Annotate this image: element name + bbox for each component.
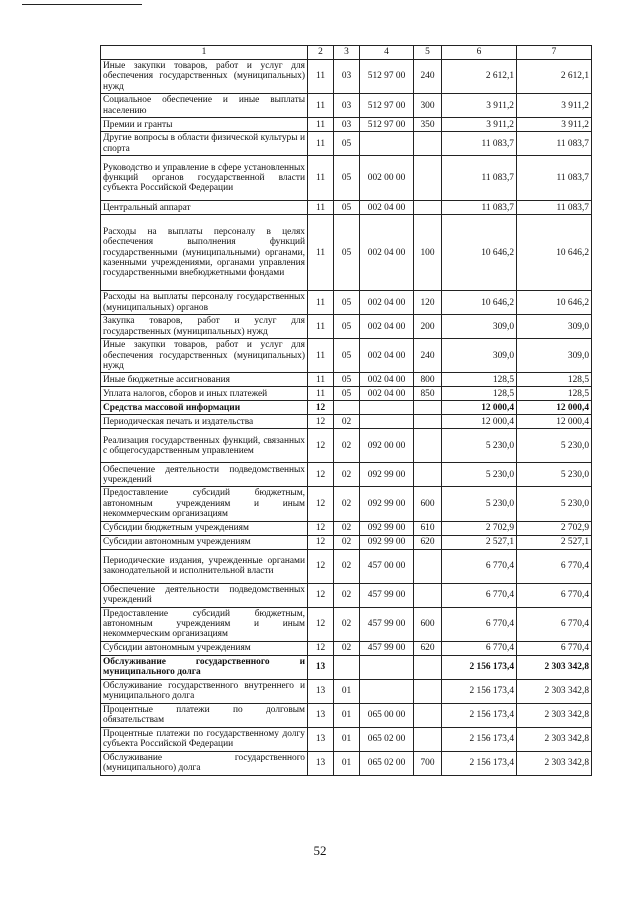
row-name-cell: Иные закупки товаров, работ и услуг для обеспечения государственных (муниципальных) нужд: [101, 60, 308, 94]
section-cell: 11: [308, 118, 334, 132]
amount-year1-cell: 3 911,2: [442, 118, 517, 132]
expense-type-cell: 240: [414, 339, 442, 373]
amount-year2-cell: 2 303 342,8: [517, 703, 592, 727]
section-cell: 12: [308, 535, 334, 549]
table-row: [101, 94, 592, 118]
section-cell: 13: [308, 703, 334, 727]
expense-type-cell: 850: [414, 387, 442, 401]
table-row: [101, 703, 592, 727]
section-cell: 13: [308, 655, 334, 679]
row-name-cell: Обеспечение деятельности подведомственных учреждений: [101, 583, 308, 607]
amount-year1-cell: 5 230,0: [442, 463, 517, 487]
subsection-cell: 02: [334, 429, 360, 463]
amount-year2-cell: 309,0: [517, 315, 592, 339]
amount-year2-cell: 309,0: [517, 339, 592, 373]
amount-year2-cell: 6 770,4: [517, 641, 592, 655]
column-header: 6: [442, 46, 517, 60]
table-row: [101, 535, 592, 549]
row-name-cell: Иные закупки товаров, работ и услуг для обеспечения государственных (муниципальных) нужд: [101, 339, 308, 373]
subsection-cell: 05: [334, 156, 360, 201]
subsection-cell: 05: [334, 215, 360, 291]
table-row: [101, 339, 592, 373]
section-cell: 12: [308, 429, 334, 463]
subsection-cell: 02: [334, 583, 360, 607]
row-name-cell: Обслуживание государственного и муниципального долга: [101, 655, 308, 679]
column-header: 1: [101, 46, 308, 60]
table-row: [101, 487, 592, 521]
target-article-cell: [360, 679, 414, 703]
subsection-cell: 01: [334, 751, 360, 775]
expense-type-cell: [414, 463, 442, 487]
amount-year2-cell: 5 230,0: [517, 429, 592, 463]
section-cell: 12: [308, 607, 334, 641]
table-row: [101, 679, 592, 703]
table-row: [101, 549, 592, 583]
subsection-cell: 02: [334, 641, 360, 655]
amount-year1-cell: 2 156 173,4: [442, 679, 517, 703]
row-name-cell: Расходы на выплаты персоналу государственных (муниципальных) органов: [101, 291, 308, 315]
subsection-cell: 05: [334, 373, 360, 387]
subsection-cell: 03: [334, 94, 360, 118]
table-row: [101, 429, 592, 463]
table-row: [101, 463, 592, 487]
target-article-cell: [360, 415, 414, 429]
amount-year1-cell: 12 000,4: [442, 415, 517, 429]
amount-year1-cell: 6 770,4: [442, 583, 517, 607]
row-name-cell: Социальное обеспечение и иные выплаты населению: [101, 94, 308, 118]
table-row: [101, 655, 592, 679]
table-row: [101, 641, 592, 655]
target-article-cell: 002 04 00: [360, 291, 414, 315]
amount-year1-cell: 2 527,1: [442, 535, 517, 549]
target-article-cell: 092 99 00: [360, 535, 414, 549]
subsection-cell: 05: [334, 387, 360, 401]
amount-year1-cell: 5 230,0: [442, 429, 517, 463]
target-article-cell: 065 02 00: [360, 727, 414, 751]
amount-year1-cell: 10 646,2: [442, 291, 517, 315]
row-name-cell: Уплата налогов, сборов и иных платежей: [101, 387, 308, 401]
amount-year1-cell: 2 156 173,4: [442, 655, 517, 679]
amount-year2-cell: 128,5: [517, 387, 592, 401]
expense-type-cell: 700: [414, 751, 442, 775]
subsection-cell: 03: [334, 118, 360, 132]
row-name-cell: Премии и гранты: [101, 118, 308, 132]
subsection-cell: 01: [334, 727, 360, 751]
section-cell: 13: [308, 751, 334, 775]
target-article-cell: 002 04 00: [360, 215, 414, 291]
amount-year2-cell: 12 000,4: [517, 415, 592, 429]
expense-type-cell: [414, 655, 442, 679]
target-article-cell: 065 02 00: [360, 751, 414, 775]
amount-year1-cell: 2 702,9: [442, 521, 517, 535]
amount-year1-cell: 11 083,7: [442, 132, 517, 156]
table-row: [101, 201, 592, 215]
column-header: 7: [517, 46, 592, 60]
target-article-cell: 002 04 00: [360, 201, 414, 215]
expense-type-cell: [414, 583, 442, 607]
expense-type-cell: 300: [414, 94, 442, 118]
amount-year2-cell: 11 083,7: [517, 201, 592, 215]
table-row: [101, 373, 592, 387]
subsection-cell: 01: [334, 703, 360, 727]
expense-type-cell: 800: [414, 373, 442, 387]
amount-year2-cell: 3 911,2: [517, 94, 592, 118]
amount-year2-cell: 11 083,7: [517, 132, 592, 156]
table-row: [101, 607, 592, 641]
table-row: [101, 401, 592, 415]
subsection-cell: 03: [334, 60, 360, 94]
expense-type-cell: [414, 201, 442, 215]
page-number: 52: [313, 843, 327, 858]
row-name-cell: Руководство и управление в сфере установленных функций органов государственной власти субъекта Российской Федерации: [101, 156, 308, 201]
target-article-cell: 457 99 00: [360, 583, 414, 607]
table-row: [101, 415, 592, 429]
column-header: 3: [334, 46, 360, 60]
table-row: [101, 521, 592, 535]
row-name-cell: Иные бюджетные ассигнования: [101, 373, 308, 387]
expense-type-cell: [414, 727, 442, 751]
target-article-cell: 457 99 00: [360, 607, 414, 641]
amount-year1-cell: 128,5: [442, 373, 517, 387]
amount-year1-cell: 3 911,2: [442, 94, 517, 118]
target-article-cell: [360, 401, 414, 415]
amount-year2-cell: 5 230,0: [517, 463, 592, 487]
amount-year1-cell: 11 083,7: [442, 156, 517, 201]
amount-year1-cell: 309,0: [442, 339, 517, 373]
expense-type-cell: [414, 549, 442, 583]
section-cell: 13: [308, 679, 334, 703]
subsection-cell: 02: [334, 535, 360, 549]
amount-year1-cell: 2 156 173,4: [442, 751, 517, 775]
amount-year2-cell: 2 527,1: [517, 535, 592, 549]
section-cell: 12: [308, 415, 334, 429]
amount-year1-cell: 6 770,4: [442, 641, 517, 655]
amount-year2-cell: 3 911,2: [517, 118, 592, 132]
amount-year1-cell: 10 646,2: [442, 215, 517, 291]
table-row: [101, 583, 592, 607]
target-article-cell: 092 99 00: [360, 463, 414, 487]
subsection-cell: [334, 655, 360, 679]
subsection-cell: 05: [334, 315, 360, 339]
amount-year2-cell: 2 612,1: [517, 60, 592, 94]
expense-type-cell: [414, 415, 442, 429]
row-name-cell: Периодическая печать и издательства: [101, 415, 308, 429]
amount-year1-cell: 12 000,4: [442, 401, 517, 415]
target-article-cell: 002 04 00: [360, 315, 414, 339]
section-cell: 11: [308, 215, 334, 291]
expense-type-cell: [414, 429, 442, 463]
target-article-cell: [360, 655, 414, 679]
target-article-cell: 457 99 00: [360, 641, 414, 655]
row-name-cell: Реализация государственных функций, связанных с общегосударственным управлением: [101, 429, 308, 463]
amount-year2-cell: 6 770,4: [517, 583, 592, 607]
column-header: 2: [308, 46, 334, 60]
row-name-cell: Обслуживание государственного внутреннего и муниципального долга: [101, 679, 308, 703]
amount-year2-cell: 2 303 342,8: [517, 727, 592, 751]
row-name-cell: Закупка товаров, работ и услуг для государственных (муниципальных) нужд: [101, 315, 308, 339]
amount-year2-cell: 128,5: [517, 373, 592, 387]
target-article-cell: [360, 132, 414, 156]
amount-year2-cell: 11 083,7: [517, 156, 592, 201]
table-header-row: [101, 46, 592, 60]
budget-table: [100, 45, 592, 776]
amount-year2-cell: 10 646,2: [517, 291, 592, 315]
row-name-cell: Процентные платежи по государственному долгу субъекта Российской Федерации: [101, 727, 308, 751]
row-name-cell: Центральный аппарат: [101, 201, 308, 215]
row-name-cell: Обслуживание государственного (муниципального) долга: [101, 751, 308, 775]
amount-year2-cell: 12 000,4: [517, 401, 592, 415]
row-name-cell: Предоставление субсидий бюджетным, автономным учреждениям и иным некоммерческим организациям: [101, 607, 308, 641]
subsection-cell: [334, 401, 360, 415]
table-row: [101, 132, 592, 156]
amount-year1-cell: 2 156 173,4: [442, 727, 517, 751]
section-cell: 11: [308, 156, 334, 201]
subsection-cell: 02: [334, 549, 360, 583]
section-cell: 12: [308, 641, 334, 655]
column-header: 5: [414, 46, 442, 60]
row-name-cell: Обеспечение деятельности подведомственных учреждений: [101, 463, 308, 487]
section-cell: 12: [308, 463, 334, 487]
section-cell: 11: [308, 373, 334, 387]
target-article-cell: 092 00 00: [360, 429, 414, 463]
section-cell: 12: [308, 401, 334, 415]
subsection-cell: 02: [334, 607, 360, 641]
amount-year2-cell: 5 230,0: [517, 487, 592, 521]
expense-type-cell: 100: [414, 215, 442, 291]
row-name-cell: Расходы на выплаты персоналу в целях обеспечения выполнения функций государственными (муниципальными) органами, казенными учреждениями, органами управления государственными внебюджетными фондами: [101, 215, 308, 291]
table-row: [101, 156, 592, 201]
section-cell: 11: [308, 339, 334, 373]
amount-year2-cell: 6 770,4: [517, 549, 592, 583]
target-article-cell: 512 97 00: [360, 94, 414, 118]
section-cell: 11: [308, 315, 334, 339]
expense-type-cell: 620: [414, 641, 442, 655]
amount-year1-cell: 2 612,1: [442, 60, 517, 94]
column-header: 4: [360, 46, 414, 60]
amount-year1-cell: 128,5: [442, 387, 517, 401]
section-cell: 12: [308, 521, 334, 535]
expense-type-cell: 600: [414, 607, 442, 641]
table-row: [101, 751, 592, 775]
expense-type-cell: [414, 156, 442, 201]
target-article-cell: 092 99 00: [360, 521, 414, 535]
row-name-cell: Периодические издания, учрежденные органами законодательной и исполнительной власти: [101, 549, 308, 583]
expense-type-cell: 240: [414, 60, 442, 94]
expense-type-cell: 120: [414, 291, 442, 315]
subsection-cell: 02: [334, 415, 360, 429]
target-article-cell: 065 00 00: [360, 703, 414, 727]
amount-year2-cell: 2 303 342,8: [517, 679, 592, 703]
table-row: [101, 387, 592, 401]
section-cell: 11: [308, 60, 334, 94]
expense-type-cell: 600: [414, 487, 442, 521]
subsection-cell: 05: [334, 132, 360, 156]
subsection-cell: 02: [334, 521, 360, 535]
section-cell: 13: [308, 727, 334, 751]
section-cell: 12: [308, 549, 334, 583]
table-row: [101, 291, 592, 315]
row-name-cell: Предоставление субсидий бюджетным, автономным учреждениям и иным некоммерческим организациям: [101, 487, 308, 521]
table-row: [101, 118, 592, 132]
section-cell: 11: [308, 387, 334, 401]
target-article-cell: 512 97 00: [360, 118, 414, 132]
target-article-cell: 002 04 00: [360, 339, 414, 373]
section-cell: 11: [308, 132, 334, 156]
row-name-cell: Субсидии автономным учреждениям: [101, 535, 308, 549]
section-cell: 11: [308, 94, 334, 118]
amount-year2-cell: 2 303 342,8: [517, 751, 592, 775]
subsection-cell: 05: [334, 201, 360, 215]
section-cell: 11: [308, 291, 334, 315]
amount-year2-cell: 2 702,9: [517, 521, 592, 535]
amount-year1-cell: 6 770,4: [442, 549, 517, 583]
amount-year1-cell: 6 770,4: [442, 607, 517, 641]
row-name-cell: Средства массовой информации: [101, 401, 308, 415]
amount-year1-cell: 11 083,7: [442, 201, 517, 215]
expense-type-cell: [414, 703, 442, 727]
subsection-cell: 05: [334, 291, 360, 315]
subsection-cell: 01: [334, 679, 360, 703]
target-article-cell: 092 99 00: [360, 487, 414, 521]
row-name-cell: Другие вопросы в области физической культуры и спорта: [101, 132, 308, 156]
expense-type-cell: [414, 132, 442, 156]
amount-year2-cell: 10 646,2: [517, 215, 592, 291]
table-row: [101, 727, 592, 751]
amount-year1-cell: 309,0: [442, 315, 517, 339]
expense-type-cell: 200: [414, 315, 442, 339]
section-cell: 12: [308, 487, 334, 521]
target-article-cell: 512 97 00: [360, 60, 414, 94]
subsection-cell: 02: [334, 463, 360, 487]
expense-type-cell: 610: [414, 521, 442, 535]
subsection-cell: 05: [334, 339, 360, 373]
amount-year2-cell: 2 303 342,8: [517, 655, 592, 679]
target-article-cell: 002 04 00: [360, 373, 414, 387]
expense-type-cell: [414, 401, 442, 415]
amount-year2-cell: 6 770,4: [517, 607, 592, 641]
target-article-cell: 002 04 00: [360, 387, 414, 401]
target-article-cell: 002 00 00: [360, 156, 414, 201]
amount-year1-cell: 5 230,0: [442, 487, 517, 521]
table-row: [101, 60, 592, 94]
subsection-cell: 02: [334, 487, 360, 521]
row-name-cell: Субсидии бюджетным учреждениям: [101, 521, 308, 535]
row-name-cell: Субсидии автономным учреждениям: [101, 641, 308, 655]
section-cell: 11: [308, 201, 334, 215]
row-name-cell: Процентные платежи по долговым обязательствам: [101, 703, 308, 727]
table-row: [101, 315, 592, 339]
table-row: [101, 215, 592, 291]
target-article-cell: 457 00 00: [360, 549, 414, 583]
top-rule: [22, 4, 142, 5]
expense-type-cell: 350: [414, 118, 442, 132]
section-cell: 12: [308, 583, 334, 607]
expense-type-cell: [414, 679, 442, 703]
amount-year1-cell: 2 156 173,4: [442, 703, 517, 727]
expense-type-cell: 620: [414, 535, 442, 549]
